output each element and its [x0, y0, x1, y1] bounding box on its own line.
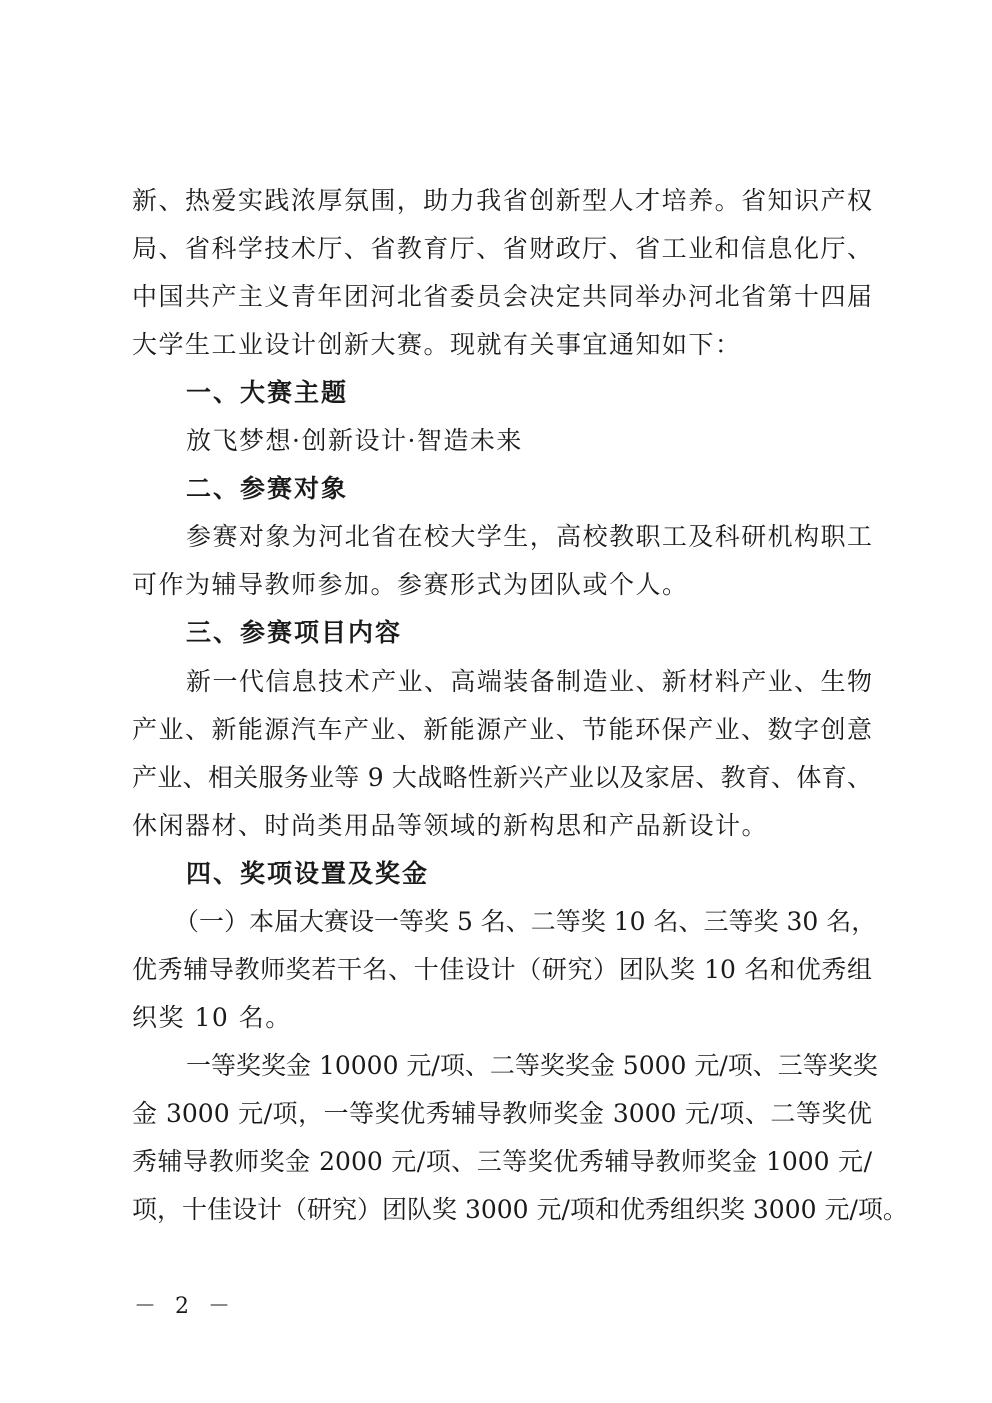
section-2-heading: 二、参赛对象	[186, 474, 349, 503]
section-4-para-2-line-1: 一等奖奖金 10000 元/项、二等奖奖金 5000 元/项、三等奖奖	[186, 1051, 878, 1080]
section-4-para-2-line-3: 秀辅导教师奖金 2000 元/项、三等奖优秀辅导教师奖金 1000 元/	[132, 1147, 872, 1176]
intro-line-4: 大学生工业设计创新大赛。现就有关事宜通知如下：	[132, 330, 742, 359]
intro-line-2: 局、省科学技术厅、省教育厅、省财政厅、省工业和信息化厅、	[132, 234, 872, 263]
section-3-line-4: 休闲器材、时尚类用品等领域的新构思和产品新设计。	[132, 811, 769, 840]
section-3-line-3: 产业、相关服务业等 9 大战略性新兴产业以及家居、教育、体育、	[132, 763, 872, 792]
section-4-para-1-line-3: 织奖 10 名。	[132, 1003, 292, 1032]
section-4-para-1-line-1: （一）本届大赛设一等奖 5 名、二等奖 10 名、三等奖 30 名，	[174, 907, 877, 936]
intro-line-1: 新、热爱实践浓厚氛围，助力我省创新型人才培养。省知识产权	[132, 186, 872, 215]
section-1-heading: 一、大赛主题	[186, 378, 349, 407]
section-3-heading: 三、参赛项目内容	[186, 618, 403, 647]
intro-line-3: 中国共产主义青年团河北省委员会决定共同举办河北省第十四届	[132, 282, 872, 311]
section-2-line-2: 可作为辅导教师参加。参赛形式为团队或个人。	[132, 570, 689, 599]
section-4-heading: 四、奖项设置及奖金	[186, 859, 430, 888]
section-4-para-2-line-4: 项，十佳设计（研究）团队奖 3000 元/项和优秀组织奖 3000 元/项。	[132, 1195, 908, 1224]
section-3-line-1: 新一代信息技术产业、高端装备制造业、新材料产业、生物	[186, 667, 872, 696]
section-3-line-2: 产业、新能源汽车产业、新能源产业、节能环保产业、数字创意	[132, 715, 872, 744]
section-1-line-1: 放飞梦想·创新设计·智造未来	[186, 426, 523, 455]
section-4-para-2-line-2: 金 3000 元/项，一等奖优秀辅导教师奖金 3000 元/项、二等奖优	[132, 1099, 872, 1128]
page-number: － 2 －	[134, 1294, 236, 1319]
section-2-line-1: 参赛对象为河北省在校大学生，高校教职工及科研机构职工	[186, 522, 872, 551]
section-4-para-1-line-2: 优秀辅导教师奖若干名、十佳设计（研究）团队奖 10 名和优秀组	[132, 955, 872, 984]
